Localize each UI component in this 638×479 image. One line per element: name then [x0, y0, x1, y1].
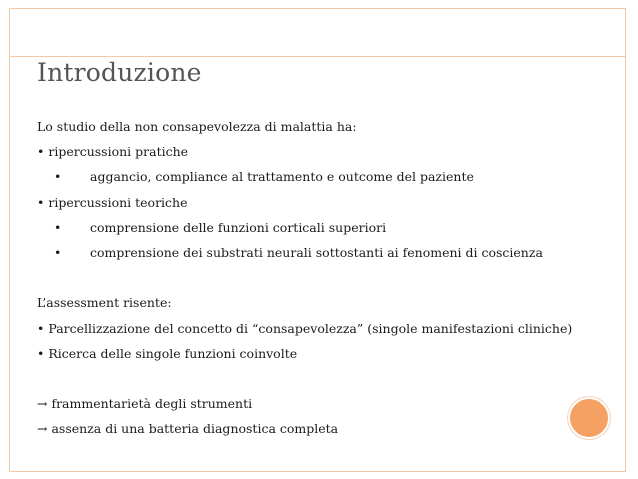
bullet-practical-label: ripercussioni pratiche: [48, 144, 189, 160]
assessment-heading: L’assessment risente:: [37, 295, 172, 311]
bullet-theoretical: [37, 190, 572, 215]
sub-bullet-practical-1: [37, 164, 572, 189]
conclusion-1: → frammentarietà degli strumenti: [37, 396, 253, 412]
spacer: [37, 265, 572, 290]
bullet-glyph: •: [37, 194, 45, 210]
decorative-circle: [568, 397, 610, 439]
intro-text: Lo studio della non consapevolezza di malattia ha:: [37, 119, 357, 134]
sub-bullet-glyph: •: [54, 244, 62, 260]
bullet-theoretical-label: ripercussioni teoriche: [48, 194, 188, 210]
bullet-glyph: •: [37, 144, 45, 160]
sub-bullet-glyph: •: [54, 219, 62, 235]
sub-bullet-text: aggancio, compliance al trattamento e outcome del paziente: [90, 169, 474, 185]
sub-bullet-theoretical-1: [37, 215, 572, 240]
conclusion-2: → assenza di una batteria diagnostica completa: [37, 421, 339, 437]
sub-bullet-glyph: •: [54, 169, 62, 185]
bullet-practical: [37, 139, 572, 164]
assessment-point-2: • Ricerca delle singole funzioni coinvolte: [37, 345, 298, 361]
slide-body: [37, 114, 572, 441]
sub-bullet-text: comprensione dei substrati neurali sottostanti ai fenomeni di coscienza: [90, 244, 543, 260]
slide-title: Introduzione: [37, 58, 202, 87]
sub-bullet-theoretical-2: [37, 240, 572, 265]
assessment-point-1: • Parcellizzazione del concetto di “consapevolezza” (singole manifestazioni cliniche): [37, 320, 573, 336]
sub-bullet-text: comprensione delle funzioni corticali superiori: [90, 219, 387, 235]
top-rule: [9, 56, 626, 57]
spacer: [37, 366, 572, 391]
